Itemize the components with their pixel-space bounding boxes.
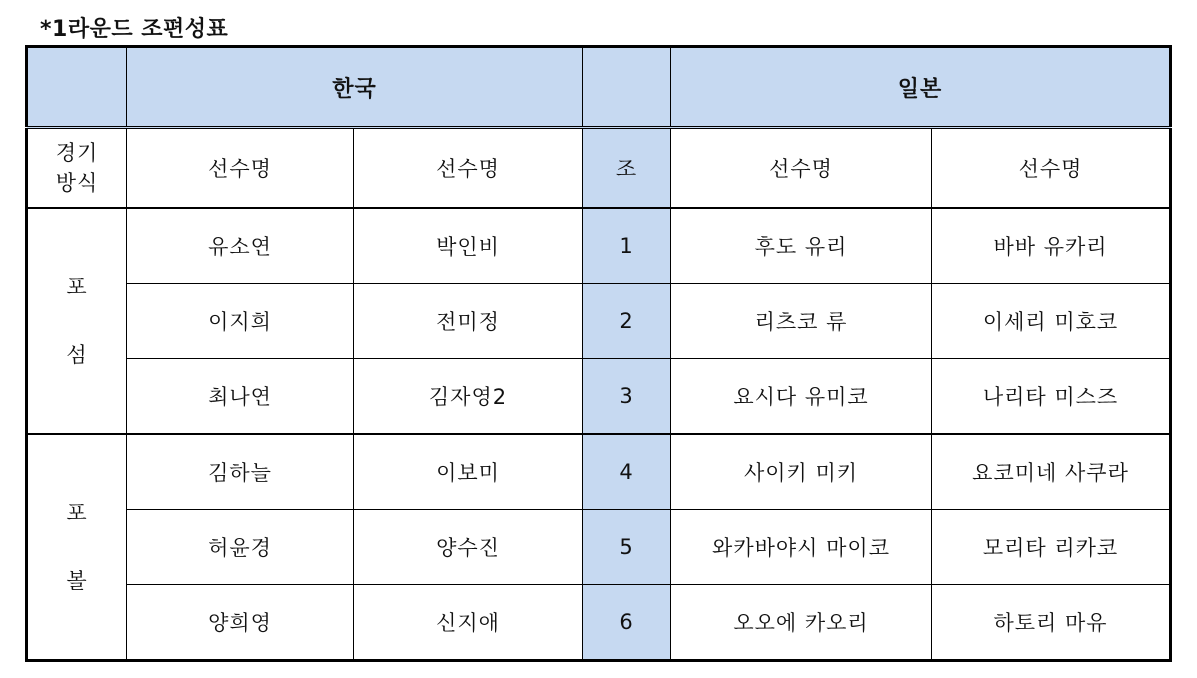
korea-player-cell: 이지희: [127, 284, 354, 359]
korea-player-cell: 양수진: [354, 510, 583, 585]
format-char: 섬: [66, 343, 88, 367]
group-header-blank: [583, 47, 671, 128]
japan-player-header-1: 선수명: [671, 128, 932, 209]
japan-player-cell: 요코미네 사쿠라: [932, 434, 1171, 510]
korea-player-cell: 박인비: [354, 208, 583, 284]
japan-player-cell: 모리타 리카코: [932, 510, 1171, 585]
japan-player-cell: 하토리 마유: [932, 585, 1171, 661]
japan-player-cell: 사이키 미키: [671, 434, 932, 510]
korea-player-cell: 김자영2: [354, 359, 583, 435]
japan-player-cell: 오오에 카오리: [671, 585, 932, 661]
japan-player-cell: 와카바야시 마이코: [671, 510, 932, 585]
korea-player-cell: 이보미: [354, 434, 583, 510]
japan-player-cell: 바바 유카리: [932, 208, 1171, 284]
japan-player-cell: 후도 유리: [671, 208, 932, 284]
korea-player-cell: 최나연: [127, 359, 354, 435]
japan-header: 일본: [671, 47, 1171, 128]
corner-cell: [27, 47, 127, 128]
group-number-cell: 2: [583, 284, 671, 359]
table-row: [27, 359, 1171, 435]
japan-player-header-2: 선수명: [932, 128, 1171, 209]
pairing-table: [25, 45, 1172, 662]
korea-player-cell: 전미정: [354, 284, 583, 359]
japan-player-cell: 요시다 유미코: [671, 359, 932, 435]
table-row: [27, 208, 1171, 284]
format-cell-fourball: [27, 434, 127, 661]
group-number-cell: 6: [583, 585, 671, 661]
table-row: [27, 284, 1171, 359]
korea-player-cell: 유소연: [127, 208, 354, 284]
column-header-row: [27, 128, 1171, 209]
table-row: [27, 510, 1171, 585]
japan-player-cell: 나리타 미스즈: [932, 359, 1171, 435]
format-char: 볼: [66, 569, 88, 593]
korea-player-header-2: 선수명: [354, 128, 583, 209]
table-row: [27, 585, 1171, 661]
table-row: [27, 434, 1171, 510]
event-format-line1: 경기: [55, 141, 99, 165]
japan-player-cell: 이세리 미호코: [932, 284, 1171, 359]
group-header: 조: [583, 128, 671, 209]
event-format-header: [27, 128, 127, 209]
korea-player-cell: 허윤경: [127, 510, 354, 585]
group-number-cell: 5: [583, 510, 671, 585]
group-number-cell: 4: [583, 434, 671, 510]
team-header-row: [27, 47, 1171, 128]
event-format-line2: 방식: [55, 171, 99, 195]
japan-player-cell: 리츠코 류: [671, 284, 932, 359]
group-number-cell: 1: [583, 208, 671, 284]
korea-player-cell: 김하늘: [127, 434, 354, 510]
korea-header: 한국: [127, 47, 583, 128]
format-char: 포: [66, 501, 88, 525]
group-number-cell: 3: [583, 359, 671, 435]
korea-player-header-1: 선수명: [127, 128, 354, 209]
page-title: *1라운드 조편성표: [40, 17, 229, 42]
format-char: 포: [66, 275, 88, 299]
korea-player-cell: 신지애: [354, 585, 583, 661]
format-cell-foursome: [27, 208, 127, 434]
korea-player-cell: 양희영: [127, 585, 354, 661]
